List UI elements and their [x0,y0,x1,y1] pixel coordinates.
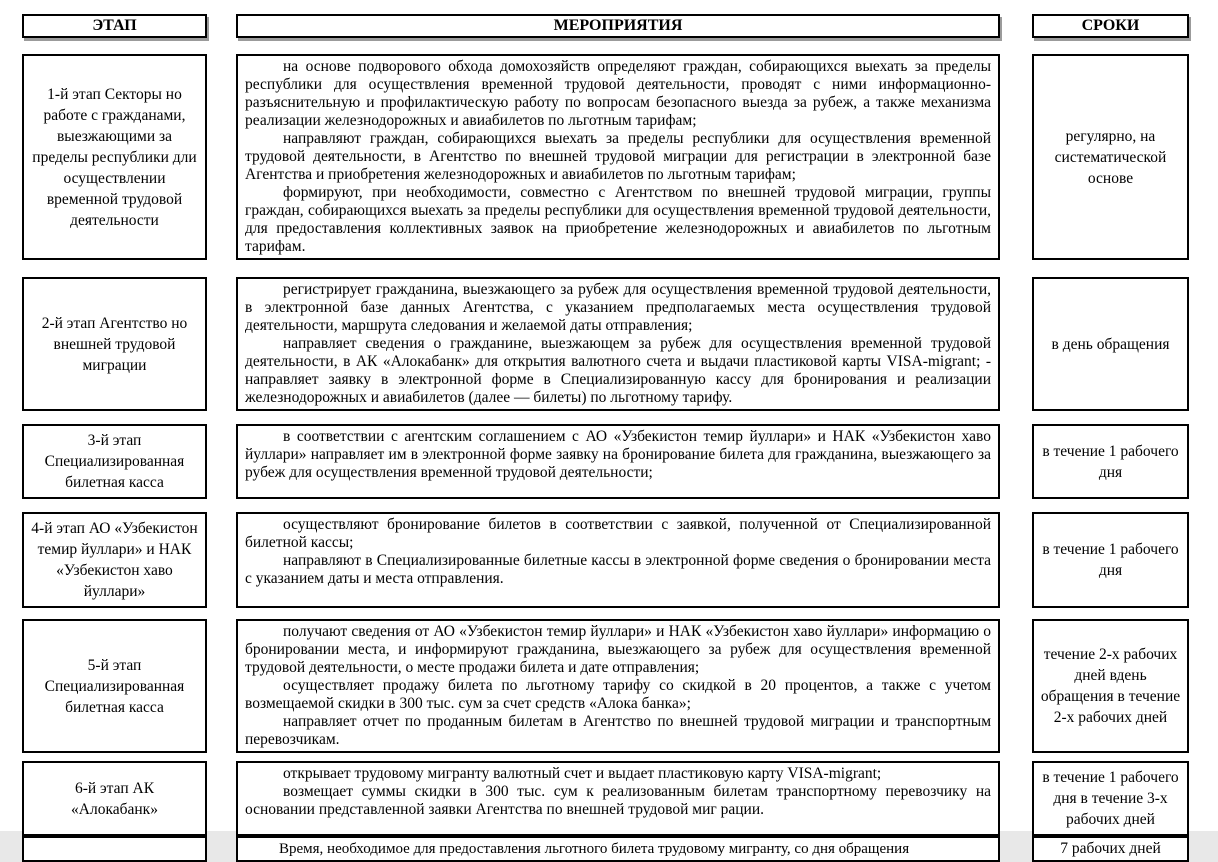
activity-paragraph: регистрирует гражданина, выезжающего за рубеж для осуществления временной трудовой деятельности, в электронной базе данных Агентства, с указанием предполагаемых места осуществления трудовой деятельности, маршрута следования и желаемой даты отправления; [245,281,991,334]
activities-cell-5 [236,619,1000,753]
activity-paragraph: формируют, при необходимости, совместно с Агентством по внешней трудовой миграции, группы граждан, собирающихся выехать за пределы республики для осуществления временной трудовой деятельности, для предоставления коллективных заявок на приобретение железнодорожных и авиабилетов по льготным тарифам. [245,184,991,255]
activities-cell-6 [236,761,1000,836]
activity-paragraph: на основе подворового обхода домохозяйств определяют граждан, собирающихся выехать за пределы республики для осуществления временной трудовой деятельности, проводят с ними информационно-разъяснительную и профилактическую работу по вопросам безопасного выезда за рубеж, а также механизма реализации железнодорожных и авиабилетов по льготным тарифам; [245,58,991,129]
summary-empty-cell [22,836,207,862]
summary-text: Время, необходимое для предоставления льготного билета трудовому мигранту, со дня обращения [279,841,910,857]
activity-paragraph: направляют в Специализированные билетные кассы в электронной форме сведения о бронировании места с указанием даты и места отправления. [245,552,991,587]
activity-paragraph: осуществляет продажу билета по льготному тарифу со скидкой в 20 процентов, а также с учетом возмещаемой скидки в 300 тыс. сум за счет средств «Алока банка»; [245,677,991,712]
activities-cell-1 [236,54,1000,260]
activities-cell-3 [236,424,1000,499]
process-row-5 [22,619,1189,753]
activity-paragraph: возмещает суммы скидки в 300 тыс. сум к реализованным билетам транспортному перевозчику на основании представленной заявки Агентства по внешней трудовой миг рации. [245,783,991,818]
process-row-2 [22,277,1189,411]
summary-activities-cell [236,836,1000,862]
activity-paragraph: направляют граждан, собирающихся выехать за пределы республики для осуществления временной трудовой деятельности, в Агентство по внешней трудовой миграции для регистрации в электронной базе Агентства и приобретения железнодорожных и авиабилетов по льготным тарифам; [245,130,991,183]
terms-cell-5 [1032,619,1189,753]
process-row-6 [22,761,1189,836]
terms-cell-3 [1032,424,1189,499]
summary-terms-cell [1032,836,1189,862]
column-header-stage: ЭТАП [22,14,207,38]
summary-terms-label: 7 рабочих дней [1060,840,1161,857]
stage-cell-5 [22,619,207,753]
activities-cell-4 [236,512,1000,608]
activities-cell-2 [236,277,1000,411]
stage-label-2: 2-й этап Агентство но внешней трудовой миграции [41,314,188,374]
activity-paragraph: открывает трудовому мигранту валютный счет и выдает пластиковую карту VISA-migrant; [283,765,882,782]
terms-label-2: в день обращения [1051,335,1170,353]
summary-row [22,836,1189,862]
terms-cell-2 [1032,277,1189,411]
activity-paragraph: получают сведения от АО «Узбекистон темир йуллари» и НАК «Узбекистон хаво йуллари» информацию о бронировании места, и информируют гражданина, выезжающего за рубеж для осуществления временной трудовой деятельности, о месте продажи билета и дате отправления; [245,623,991,676]
column-header-activities: МЕРОПРИЯТИЯ [236,14,1000,38]
column-header-terms: СРОКИ [1032,14,1189,38]
table-header-row [22,14,1189,38]
process-row-1 [22,54,1189,260]
terms-cell-6 [1032,761,1189,836]
stage-cell-2 [22,277,207,411]
activity-paragraph: направляет отчет по проданным билетам в Агентство по внешней трудовой миграции и транспортным перевозчикам. [245,713,991,748]
terms-label-4: в течение 1 рабочего дня [1042,541,1179,579]
terms-label-6: в течение 1 рабочего дня в течение 3-х рабочих дней [1042,769,1179,828]
stage-cell-4 [22,512,207,608]
activity-paragraph: направляет сведения о гражданине, выезжающем за рубеж для осуществления временной трудовой деятельности, в АК «Алокабанк» для открытия валютного счета и выдачи пластиковой карты VISA-migrant; - направляет заявку в электронной форме в Специализированную кассу для бронирования и реализации железнодорожных и авиабилетов (далее — билеты) по льготному тарифу. [245,335,991,406]
terms-label-1: регулярно, на систематической основе [1054,127,1167,187]
stage-cell-3 [22,424,207,499]
stage-label-1: 1-й этап Секторы но работе с гражданами, выезжающими за пределы республики дли осуществлении временной трудовой деятельности [32,85,197,229]
stage-label-6: 6-й этап АК «Алокабанк» [71,779,158,818]
activity-paragraph: осуществляют бронирование билетов в соответствии с заявкой, полученной от Специализированной билетной кассы; [245,516,991,551]
stage-cell-6 [22,761,207,836]
terms-cell-1 [1032,54,1189,260]
stage-label-4: 4-й этап АО «Узбекистон темир йуллари» и НАК «Узбекистон хаво йуллари» [31,520,198,600]
stage-label-3: 3-й этап Специализированная билетная касса [44,432,185,491]
stage-cell-1 [22,54,207,260]
activity-paragraph: в соответствии с агентским соглашением с АО «Узбекистон темир йуллари» и НАК «Узбекистон хаво йуллари» направляет им в электронной форме заявку на бронирование билета для гражданина, выезжающего за рубеж для осуществления временной трудовой деятельности; [245,428,991,481]
stage-label-5: 5-й этап Специализированная билетная касса [44,656,185,716]
terms-label-3: в течение 1 рабочего дня [1042,442,1179,481]
process-row-4 [22,512,1189,608]
process-row-3 [22,424,1189,499]
terms-cell-4 [1032,512,1189,608]
terms-label-5: течение 2-х рабочих дней вдень обращения в течение 2-х рабочих дней [1040,646,1181,726]
